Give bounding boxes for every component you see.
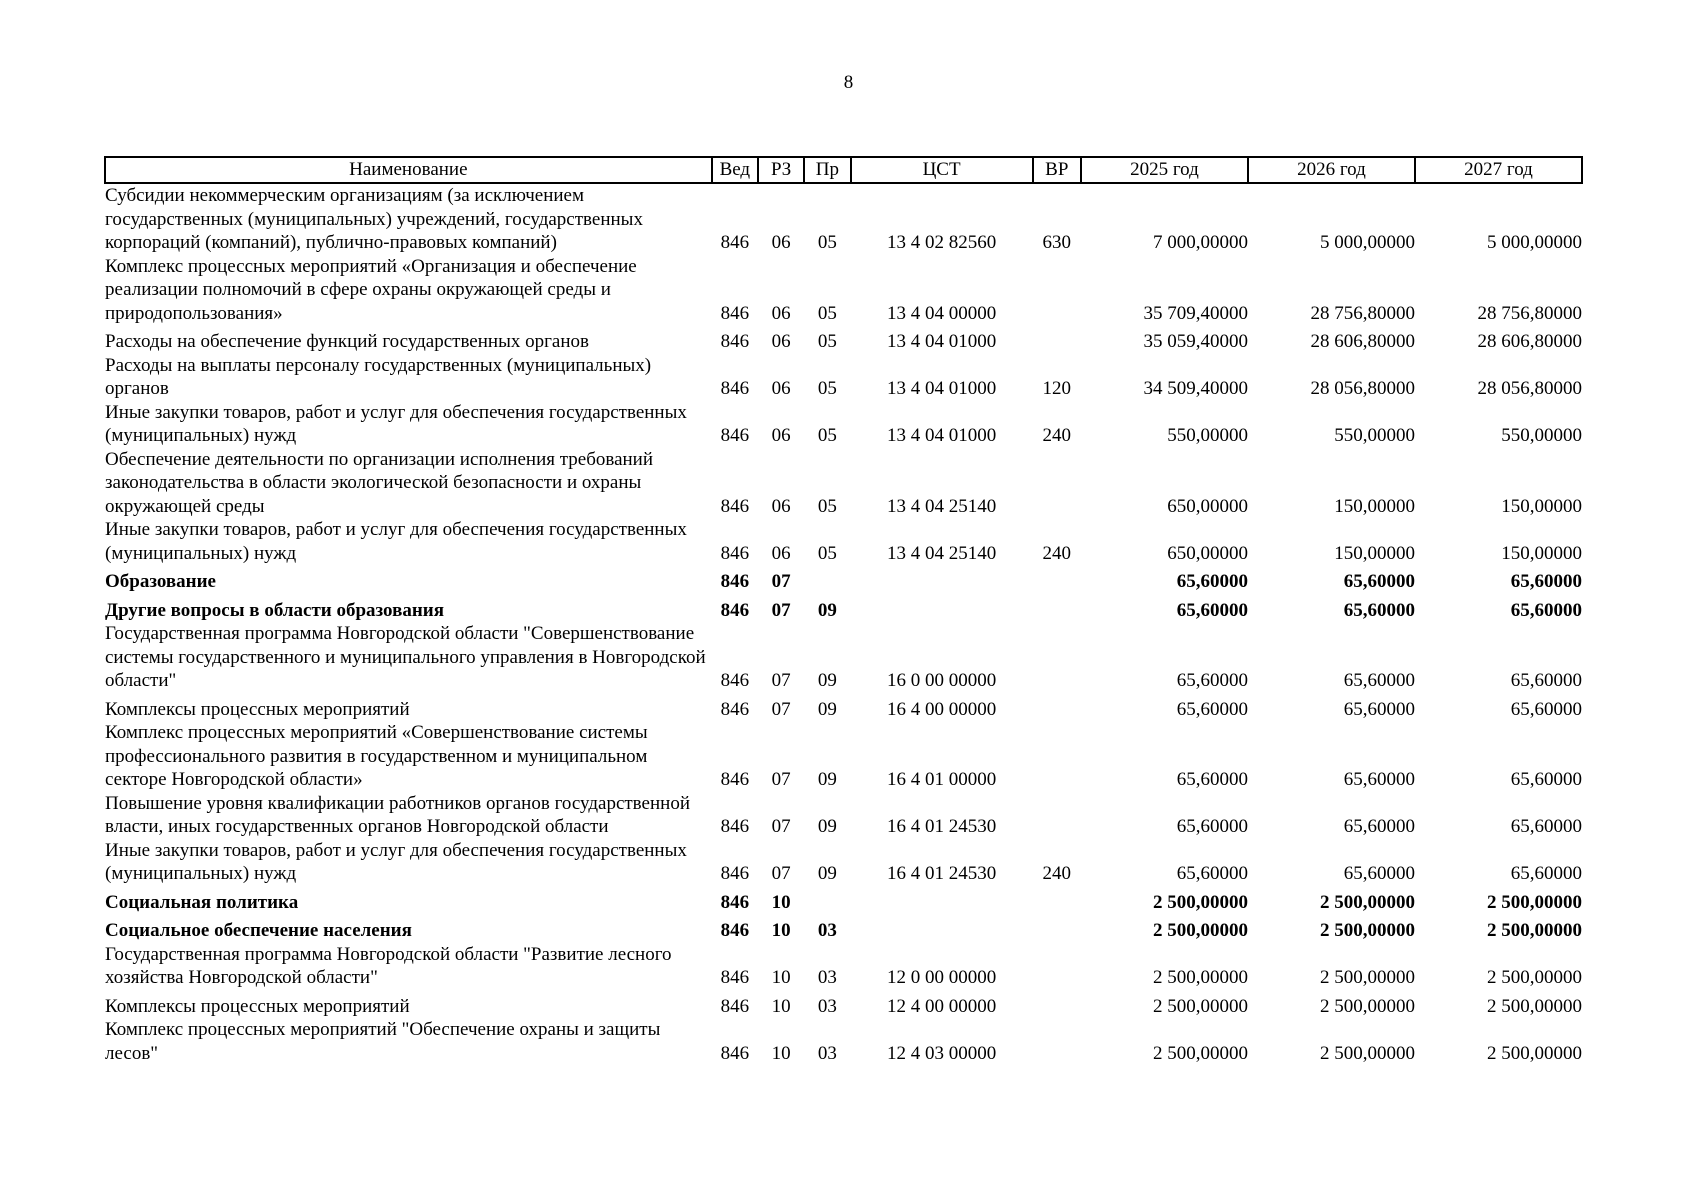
row-2025: 65,60000 bbox=[1176, 599, 1248, 621]
row-cst: 16 4 01 24530 bbox=[886, 863, 997, 884]
table-row bbox=[105, 325, 1582, 354]
row-ved: 846 bbox=[720, 920, 750, 941]
row-pr: 03 bbox=[817, 920, 837, 941]
row-2026: 28 056,80000 bbox=[1310, 378, 1415, 399]
row-pr: 05 bbox=[817, 232, 837, 253]
row-pr: 03 bbox=[817, 995, 837, 1017]
table-row bbox=[105, 792, 1582, 839]
row-pr: 05 bbox=[817, 425, 837, 446]
row-vr: 630 bbox=[1042, 232, 1072, 253]
table-row bbox=[105, 721, 1582, 792]
row-2027: 65,60000 bbox=[1510, 698, 1582, 720]
row-2026: 65,60000 bbox=[1343, 863, 1415, 884]
row-rz: 10 bbox=[771, 967, 791, 988]
row-name: Повышение уровня квалификации работников органов государственной власти, иных государственных органов Новгородской области bbox=[105, 792, 690, 837]
row-2027: 2 500,00000 bbox=[1487, 967, 1582, 988]
row-2027: 5 000,00000 bbox=[1487, 232, 1582, 253]
row-vr bbox=[1033, 565, 1081, 594]
row-2026: 150,00000 bbox=[1334, 495, 1415, 517]
row-cst: 16 4 00 00000 bbox=[886, 698, 997, 720]
row-vr bbox=[1033, 448, 1081, 519]
row-2025: 2 500,00000 bbox=[1152, 920, 1248, 941]
row-cst: 13 4 02 82560 bbox=[886, 232, 997, 253]
row-rz: 07 bbox=[771, 599, 791, 621]
row-2026: 65,60000 bbox=[1343, 599, 1415, 621]
row-2025: 650,00000 bbox=[1167, 495, 1248, 517]
row-2027: 65,60000 bbox=[1510, 670, 1582, 691]
row-rz: 07 bbox=[771, 816, 791, 837]
row-pr: 09 bbox=[817, 769, 837, 790]
row-rz: 07 bbox=[771, 769, 791, 790]
row-pr: 05 bbox=[817, 331, 837, 352]
row-cst: 13 4 04 01000 bbox=[886, 331, 997, 352]
row-rz: 07 bbox=[771, 670, 791, 691]
row-ved: 846 bbox=[720, 670, 750, 691]
row-pr: 09 bbox=[817, 698, 837, 720]
row-pr bbox=[804, 565, 850, 594]
row-name: Иные закупки товаров, работ и услуг для обеспечения государственных (муниципальных) нужд bbox=[105, 401, 687, 446]
row-2026: 65,60000 bbox=[1343, 670, 1415, 691]
row-2027: 65,60000 bbox=[1510, 816, 1582, 837]
row-2025: 7 000,00000 bbox=[1152, 232, 1248, 253]
row-2025: 65,60000 bbox=[1176, 698, 1248, 720]
table-row bbox=[105, 693, 1582, 722]
row-cst: 13 4 04 01000 bbox=[886, 378, 997, 399]
row-2026: 2 500,00000 bbox=[1319, 967, 1415, 988]
row-vr bbox=[1033, 914, 1081, 943]
row-rz: 06 bbox=[771, 232, 791, 253]
header-ved: Вед bbox=[712, 157, 758, 183]
row-pr: 09 bbox=[817, 599, 837, 621]
row-name: Обеспечение деятельности по организации исполнения требований законодательства в области экологической безопасности и охраны окружающей среды bbox=[105, 448, 654, 517]
page-number: 8 bbox=[843, 72, 854, 93]
row-2025: 650,00000 bbox=[1167, 542, 1248, 564]
row-2026: 2 500,00000 bbox=[1319, 920, 1415, 941]
row-ved: 846 bbox=[720, 542, 750, 564]
row-2025: 65,60000 bbox=[1176, 863, 1248, 884]
row-name: Комплексы процессных мероприятий bbox=[105, 995, 410, 1017]
table-row bbox=[105, 1018, 1582, 1065]
row-cst: 16 4 01 24530 bbox=[886, 816, 997, 837]
header-pr: Пр bbox=[804, 157, 850, 183]
row-ved: 846 bbox=[720, 967, 750, 988]
row-cst bbox=[851, 565, 1033, 594]
row-pr: 03 bbox=[817, 967, 837, 988]
row-cst: 13 4 04 25140 bbox=[886, 542, 997, 564]
table-row bbox=[105, 914, 1582, 943]
row-vr bbox=[1033, 693, 1081, 722]
row-name: Иные закупки товаров, работ и услуг для обеспечения государственных (муниципальных) нужд bbox=[105, 519, 687, 564]
row-pr: 05 bbox=[817, 542, 837, 564]
header-cst: ЦСТ bbox=[851, 157, 1033, 183]
table-row bbox=[105, 565, 1582, 594]
row-cst bbox=[851, 594, 1033, 623]
row-vr bbox=[1033, 255, 1081, 326]
row-ved: 846 bbox=[720, 863, 750, 884]
row-vr bbox=[1033, 594, 1081, 623]
row-pr: 09 bbox=[817, 670, 837, 691]
row-ved: 846 bbox=[720, 698, 750, 720]
row-rz: 06 bbox=[771, 378, 791, 399]
row-2025: 65,60000 bbox=[1176, 670, 1248, 691]
table-header-row bbox=[105, 157, 1582, 183]
row-2027: 65,60000 bbox=[1510, 863, 1582, 884]
row-2027: 2 500,00000 bbox=[1487, 920, 1582, 941]
row-vr bbox=[1033, 325, 1081, 354]
row-2026: 2 500,00000 bbox=[1319, 1042, 1415, 1064]
row-2025: 550,00000 bbox=[1167, 425, 1248, 446]
row-name: Образование bbox=[105, 571, 216, 592]
row-rz: 06 bbox=[771, 425, 791, 446]
row-vr: 120 bbox=[1042, 378, 1072, 399]
row-2026: 65,60000 bbox=[1343, 769, 1415, 790]
row-2027: 65,60000 bbox=[1510, 769, 1582, 790]
row-rz: 10 bbox=[771, 1042, 791, 1064]
row-vr bbox=[1033, 1018, 1081, 1065]
table-row bbox=[105, 518, 1582, 565]
row-ved: 846 bbox=[720, 425, 750, 446]
row-pr: 09 bbox=[817, 863, 837, 884]
row-2025: 2 500,00000 bbox=[1152, 995, 1248, 1017]
row-2027: 150,00000 bbox=[1501, 495, 1582, 517]
row-vr bbox=[1033, 792, 1081, 839]
row-name: Иные закупки товаров, работ и услуг для обеспечения государственных (муниципальных) нужд bbox=[105, 839, 687, 884]
row-2027: 2 500,00000 bbox=[1487, 995, 1582, 1017]
row-vr: 240 bbox=[1042, 425, 1072, 446]
budget-table bbox=[104, 156, 1583, 1065]
row-rz: 06 bbox=[771, 331, 791, 352]
row-pr: 05 bbox=[817, 495, 837, 517]
row-vr bbox=[1033, 943, 1081, 990]
row-cst: 13 4 04 00000 bbox=[886, 302, 997, 324]
row-name: Другие вопросы в области образования bbox=[105, 599, 445, 621]
row-ved: 846 bbox=[720, 495, 750, 517]
row-pr: 03 bbox=[817, 1042, 837, 1064]
row-2026: 65,60000 bbox=[1343, 571, 1415, 592]
row-2026: 28 756,80000 bbox=[1310, 302, 1415, 324]
row-rz: 07 bbox=[771, 698, 791, 720]
row-2025: 65,60000 bbox=[1176, 571, 1248, 592]
row-ved: 846 bbox=[720, 378, 750, 399]
row-ved: 846 bbox=[720, 302, 750, 324]
row-cst: 16 4 01 00000 bbox=[886, 769, 997, 790]
row-ved: 846 bbox=[720, 995, 750, 1017]
row-cst bbox=[851, 886, 1033, 915]
row-cst: 12 4 00 00000 bbox=[886, 995, 997, 1017]
row-2026: 2 500,00000 bbox=[1319, 891, 1415, 913]
row-cst: 12 0 00 00000 bbox=[886, 967, 997, 988]
header-2027: 2027 год bbox=[1415, 157, 1582, 183]
row-rz: 07 bbox=[771, 863, 791, 884]
row-rz: 06 bbox=[771, 495, 791, 517]
row-cst bbox=[851, 914, 1033, 943]
row-cst: 13 4 04 01000 bbox=[886, 425, 997, 446]
row-pr: 05 bbox=[817, 302, 837, 324]
row-2027: 28 606,80000 bbox=[1477, 331, 1582, 352]
row-vr: 240 bbox=[1042, 863, 1072, 884]
row-name: Комплекс процессных мероприятий "Обеспечение охраны и защиты лесов" bbox=[105, 1019, 661, 1064]
row-2025: 35 709,40000 bbox=[1143, 302, 1248, 324]
row-ved: 846 bbox=[720, 1042, 750, 1064]
header-vr: ВР bbox=[1033, 157, 1081, 183]
row-pr: 05 bbox=[817, 378, 837, 399]
row-vr bbox=[1033, 990, 1081, 1019]
table-row bbox=[105, 401, 1582, 448]
row-cst: 16 0 00 00000 bbox=[886, 670, 997, 691]
row-2027: 550,00000 bbox=[1501, 425, 1582, 446]
row-name: Расходы на выплаты персоналу государственных (муниципальных) органов bbox=[105, 354, 652, 399]
table-row bbox=[105, 183, 1582, 255]
row-2027: 28 756,80000 bbox=[1477, 302, 1582, 324]
row-ved: 846 bbox=[720, 331, 750, 352]
table-row bbox=[105, 354, 1582, 401]
row-vr bbox=[1033, 886, 1081, 915]
header-2025: 2025 год bbox=[1081, 157, 1248, 183]
table-row bbox=[105, 839, 1582, 886]
row-rz: 07 bbox=[771, 571, 791, 592]
row-name: Комплексы процессных мероприятий bbox=[105, 698, 410, 720]
row-2025: 65,60000 bbox=[1176, 769, 1248, 790]
row-name: Социальная политика bbox=[105, 891, 299, 913]
row-name: Государственная программа Новгородской области "Совершенствование системы государственного и муниципального управления в Новгородской области" bbox=[105, 623, 706, 691]
row-2027: 2 500,00000 bbox=[1487, 1042, 1582, 1064]
row-2025: 65,60000 bbox=[1176, 816, 1248, 837]
table-row bbox=[105, 990, 1582, 1019]
row-rz: 06 bbox=[771, 542, 791, 564]
table-row bbox=[105, 622, 1582, 693]
row-pr bbox=[804, 886, 850, 915]
row-2027: 28 056,80000 bbox=[1477, 378, 1582, 399]
row-name: Государственная программа Новгородской области "Развитие лесного хозяйства Новгородской области" bbox=[105, 943, 672, 988]
row-rz: 10 bbox=[771, 891, 791, 913]
row-2026: 65,60000 bbox=[1343, 698, 1415, 720]
row-rz: 06 bbox=[771, 302, 791, 324]
table-row bbox=[105, 255, 1582, 326]
row-2025: 2 500,00000 bbox=[1152, 967, 1248, 988]
row-rz: 10 bbox=[771, 995, 791, 1017]
row-cst: 12 4 03 00000 bbox=[886, 1042, 997, 1064]
row-name: Субсидии некоммерческим организациям (за исключением государственных (муниципальных) учреждений, государственных корпораций (компаний), публично-правовых компаний) bbox=[105, 185, 643, 253]
header-name: Наименование bbox=[105, 157, 712, 183]
row-2026: 550,00000 bbox=[1334, 425, 1415, 446]
row-2025: 2 500,00000 bbox=[1152, 1042, 1248, 1064]
row-ved: 846 bbox=[720, 769, 750, 790]
row-2027: 2 500,00000 bbox=[1487, 891, 1582, 913]
row-2026: 28 606,80000 bbox=[1310, 331, 1415, 352]
header-rz: РЗ bbox=[758, 157, 804, 183]
row-name: Расходы на обеспечение функций государственных органов bbox=[105, 331, 589, 352]
row-pr: 09 bbox=[817, 816, 837, 837]
row-ved: 846 bbox=[720, 816, 750, 837]
row-2026: 2 500,00000 bbox=[1319, 995, 1415, 1017]
table-row bbox=[105, 448, 1582, 519]
row-name: Комплекс процессных мероприятий «Организация и обеспечение реализации полномочий в сфере охраны окружающей среды и природопользования» bbox=[105, 255, 637, 324]
header-2026: 2026 год bbox=[1248, 157, 1415, 183]
row-2026: 65,60000 bbox=[1343, 816, 1415, 837]
row-cst: 13 4 04 25140 bbox=[886, 495, 997, 517]
row-rz: 10 bbox=[771, 920, 791, 941]
table-row bbox=[105, 943, 1582, 990]
row-2027: 65,60000 bbox=[1510, 599, 1582, 621]
row-2025: 34 509,40000 bbox=[1143, 378, 1248, 399]
row-vr: 240 bbox=[1042, 542, 1072, 564]
row-2025: 2 500,00000 bbox=[1152, 891, 1248, 913]
row-ved: 846 bbox=[720, 891, 750, 913]
row-vr bbox=[1033, 721, 1081, 792]
row-ved: 846 bbox=[720, 571, 750, 592]
row-name: Комплекс процессных мероприятий «Совершенствование системы профессионального развития в государственном и муниципальном секторе Новгородской области» bbox=[105, 722, 648, 790]
row-vr bbox=[1033, 622, 1081, 693]
table-row bbox=[105, 594, 1582, 623]
row-name: Социальное обеспечение населения bbox=[105, 920, 412, 941]
row-2026: 150,00000 bbox=[1334, 542, 1415, 564]
row-2027: 65,60000 bbox=[1510, 571, 1582, 592]
table-row bbox=[105, 886, 1582, 915]
row-ved: 846 bbox=[720, 599, 750, 621]
row-2026: 5 000,00000 bbox=[1319, 232, 1415, 253]
row-2025: 35 059,40000 bbox=[1143, 331, 1248, 352]
row-ved: 846 bbox=[720, 232, 750, 253]
row-2027: 150,00000 bbox=[1501, 542, 1582, 564]
